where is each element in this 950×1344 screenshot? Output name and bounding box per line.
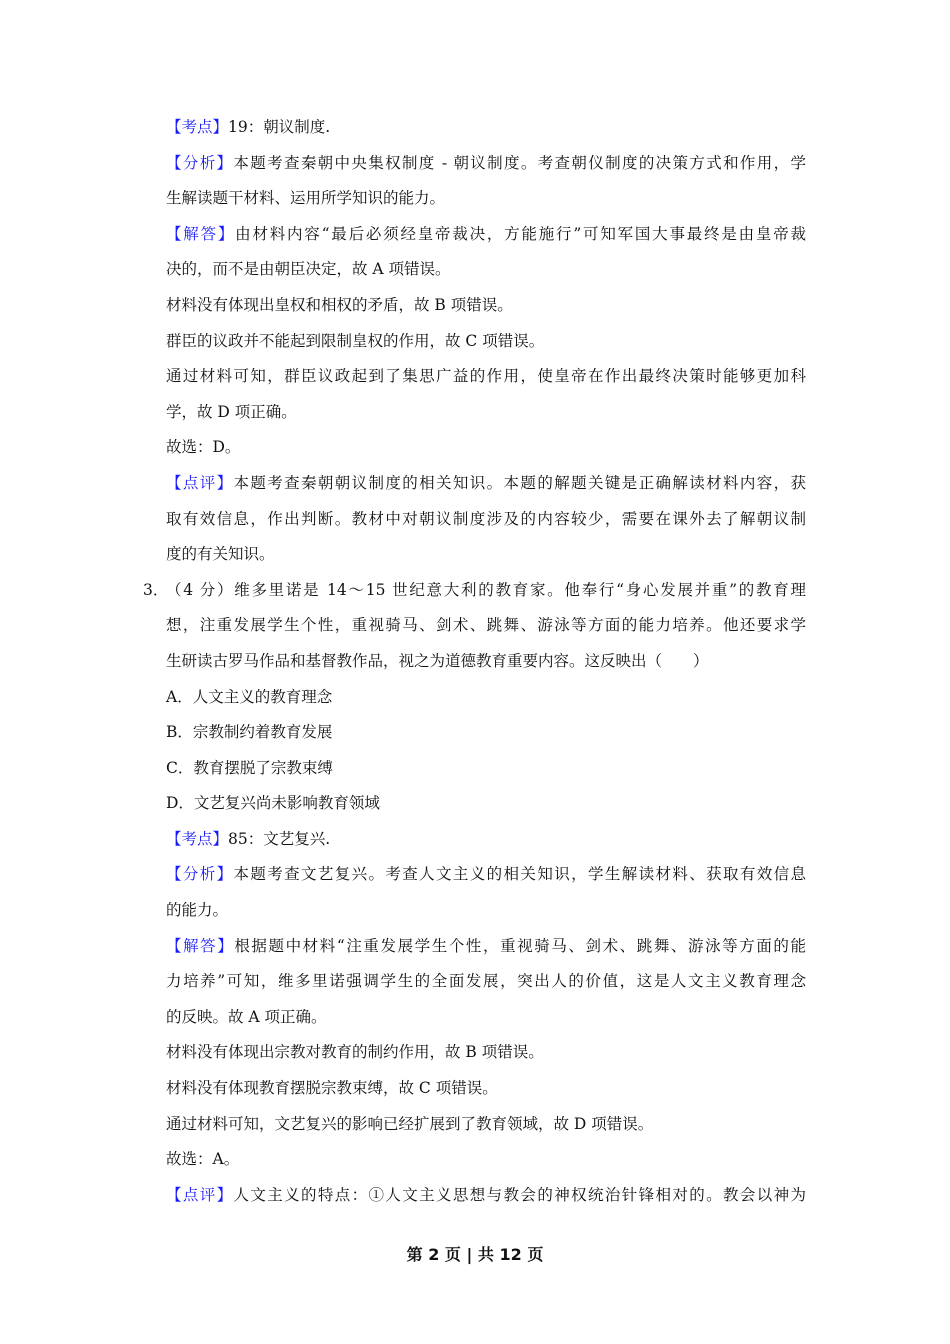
text-line: [0, 181, 950, 217]
line-text: 材料没有体现出皇权和相权的矛盾，故 B 项错误。: [166, 295, 513, 314]
text-line: [0, 964, 950, 1000]
line-content: [166, 395, 806, 431]
line-content: [166, 466, 806, 502]
text-line: [0, 680, 950, 716]
line-text: 19：朝议制度.: [228, 118, 331, 136]
section-label: 【解答】: [166, 936, 235, 955]
section-label: 【点评】: [166, 473, 234, 492]
line-text: 85：文艺复兴.: [228, 829, 331, 848]
line-content: [166, 929, 806, 965]
text-line: [0, 110, 950, 146]
line-content: [166, 680, 806, 716]
text-line: [0, 822, 950, 858]
section-label: 【考点】: [166, 829, 229, 848]
line-content: [166, 359, 806, 395]
text-line: [0, 146, 950, 182]
line-text: 通过材料可知，文艺复兴的影响已经扩展到了教育领域，故 D 项错误。: [166, 1114, 654, 1133]
line-text: 本题考查秦朝朝议制度的相关知识。本题的解题关键是正确解读材料内容，获: [233, 473, 806, 492]
text-line: [0, 1107, 950, 1143]
line-text: 材料没有体现出宗教对教育的制约作用，故 B 项错误。: [166, 1043, 544, 1062]
text-line: [0, 893, 950, 929]
line-text: 想，注重发展学生个性，重视骑马、剑术、跳舞、游泳等方面的能力培养。他还要求学: [166, 616, 806, 635]
line-content: [166, 110, 806, 146]
text-line: [0, 502, 950, 538]
section-label: 【分析】: [166, 153, 234, 172]
line-content: [166, 1107, 806, 1143]
line-text: 决的，而不是由朝臣决定，故 A 项错误。: [166, 260, 451, 279]
line-content: [166, 1142, 806, 1178]
line-text: 故选：D。: [166, 438, 241, 457]
text-line: [0, 608, 950, 644]
line-content: [166, 537, 806, 573]
text-line: [0, 929, 950, 965]
line-content: [166, 1035, 806, 1071]
text-line: [0, 430, 950, 466]
section-label: 【考点】: [166, 118, 229, 136]
line-text: 取有效信息，作出判断。教材中对朝议制度涉及的内容较少，需要在课外去了解朝议制: [166, 509, 806, 528]
line-content: [166, 857, 806, 893]
text-line: [0, 573, 950, 609]
text-line: [0, 359, 950, 395]
line-content: [166, 964, 806, 1000]
text-line: [0, 1142, 950, 1178]
line-text: 度的有关知识。: [166, 545, 275, 564]
line-text: 力培养”可知，维多里诺强调学生的全面发展，突出人的价值，这是人文主义教育理念: [166, 972, 806, 991]
text-line: [0, 395, 950, 431]
section-label: 【分析】: [166, 865, 234, 884]
line-text: 故选：A。: [166, 1150, 240, 1169]
line-content: [166, 324, 806, 360]
line-content: [166, 146, 806, 182]
text-line: [0, 786, 950, 822]
line-content: [166, 217, 806, 253]
line-text: 材料没有体现教育摆脱宗教束缚，故 C 项错误。: [166, 1079, 498, 1098]
line-content: [166, 608, 806, 644]
page-footer: 第 2 页 | 共 12 页: [406, 1245, 544, 1264]
line-text: （4 分）维多里诺是 14～15 世纪意大利的教育家。他奉行“身心发展并重”的教育理: [166, 580, 806, 599]
text-line: [0, 288, 950, 324]
text-line: [0, 217, 950, 253]
section-label: 【解答】: [166, 224, 236, 243]
line-content: [166, 573, 806, 609]
line-text: 本题考查秦朝中央集权制度 - 朝议制度。考查朝仪制度的决策方式和作用，学: [233, 153, 806, 172]
text-line: [0, 1000, 950, 1036]
line-text: 根据题中材料“注重发展学生个性，重视骑马、剑术、跳舞、游泳等方面的能: [234, 936, 806, 955]
line-content: [166, 751, 806, 787]
text-line: [0, 324, 950, 360]
text-line: [0, 1035, 950, 1071]
text-line: [0, 1071, 950, 1107]
line-text: 由材料内容“最后必须经皇帝裁决，方能施行”可知军国大事最终是由皇帝裁: [235, 224, 806, 243]
line-text: 的能力。: [166, 901, 229, 920]
line-content: [166, 502, 806, 538]
line-text: C．教育摆脱了宗教束缚: [166, 758, 333, 777]
line-text: 生解读题干材料、运用所学知识的能力。: [166, 189, 446, 208]
line-text: A．人文主义的教育理念: [166, 687, 333, 706]
line-text: B．宗教制约着教育发展: [166, 723, 333, 742]
line-content: [166, 1178, 806, 1214]
line-content: [166, 786, 806, 822]
line-content: [166, 715, 806, 751]
line-content: [166, 822, 806, 858]
document-body: [0, 110, 950, 1213]
line-content: [166, 430, 806, 466]
line-text: 通过材料可知，群臣议政起到了集思广益的作用，使皇帝在作出最终决策时能够更加科: [166, 367, 806, 386]
line-content: [166, 252, 806, 288]
line-text: 的反映。故 A 项正确。: [166, 1007, 327, 1026]
line-content: [166, 181, 806, 217]
text-line: [0, 1178, 950, 1214]
line-text: 人文主义的特点：①人文主义思想与教会的神权统治针锋相对的。教会以神为: [233, 1185, 806, 1204]
line-text: 生研读古罗马作品和基督教作品，视之为道德教育重要内容。这反映出（ ）: [166, 651, 709, 670]
line-content: [166, 644, 806, 680]
text-line: [0, 715, 950, 751]
text-line: [0, 751, 950, 787]
line-content: [166, 1071, 806, 1107]
text-line: [0, 644, 950, 680]
line-text: 本题考查文艺复兴。考查人文主义的相关知识，学生解读材料、获取有效信息: [233, 865, 806, 884]
text-line: [0, 252, 950, 288]
text-line: [0, 466, 950, 502]
line-text: 群臣的议政并不能起到限制皇权的作用，故 C 项错误。: [166, 331, 545, 350]
line-content: [166, 1000, 806, 1036]
line-content: [166, 893, 806, 929]
line-content: [166, 288, 806, 324]
text-line: [0, 857, 950, 893]
section-label: 【点评】: [166, 1185, 234, 1204]
line-text: D．文艺复兴尚未影响教育领域: [166, 794, 380, 813]
text-line: [0, 537, 950, 573]
question-number: 3．: [143, 580, 169, 599]
line-text: 学，故 D 项正确。: [166, 402, 297, 421]
